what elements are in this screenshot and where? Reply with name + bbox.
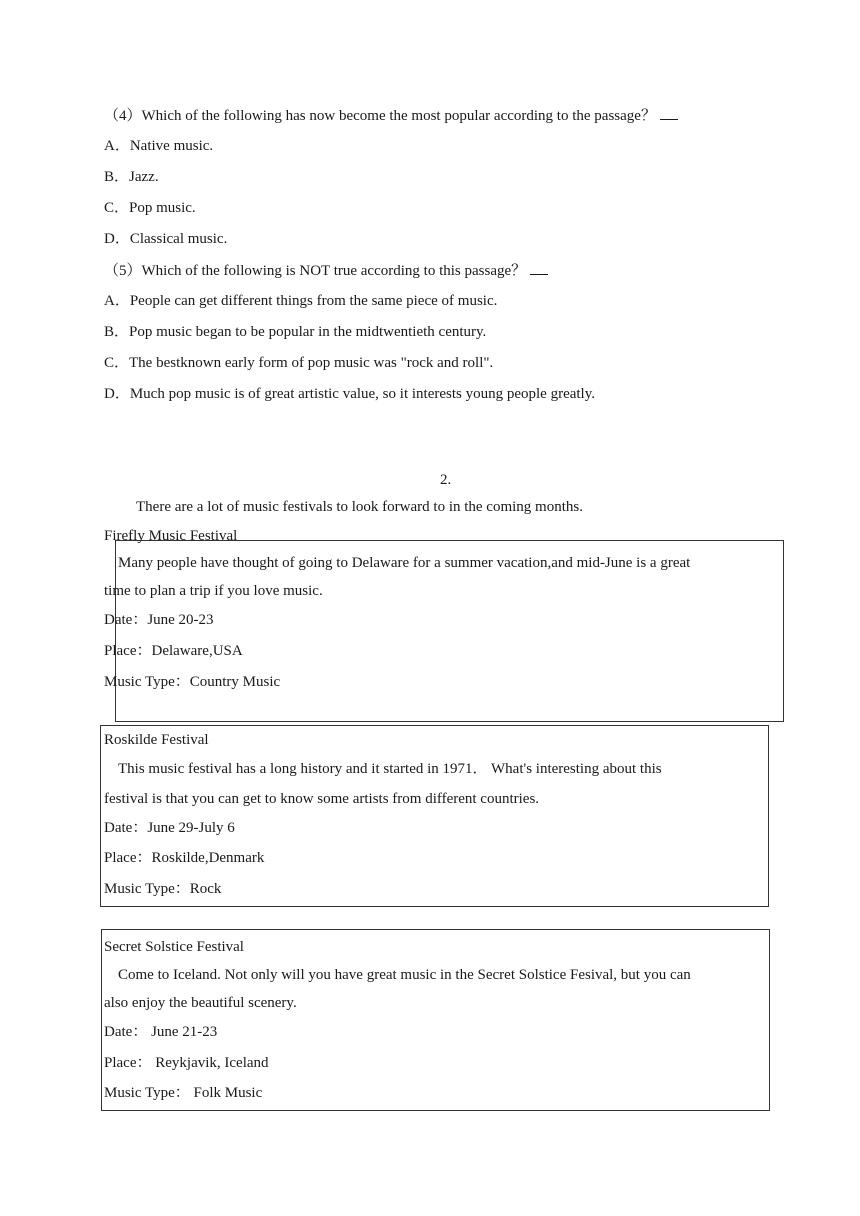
festival-type-roskilde: Music Type：Rock xyxy=(104,881,222,897)
festival-desc-secret-solstice-2: also enjoy the beautiful scenery. xyxy=(104,995,297,1011)
festival-place-roskilde: Place：Roskilde,Denmark xyxy=(104,850,265,866)
answer-blank-5[interactable] xyxy=(530,260,548,275)
festival-desc-roskilde-1: This music festival has a long history and it started in 1971． What's interesting about this xyxy=(118,761,662,777)
question-5-line xyxy=(104,260,548,281)
section-intro: There are a lot of music festivals to look forward to in the coming months. xyxy=(136,499,583,515)
festival-place-firefly: Place：Delaware,USA xyxy=(104,643,243,659)
festival-name-firefly: Firefly Music Festival xyxy=(104,528,238,544)
q4-option-a: A．Native music. xyxy=(104,138,214,154)
festival-place-secret-solstice: Place： Reykjavik, Iceland xyxy=(104,1055,269,1071)
festival-desc-firefly-1: Many people have thought of going to Delaware for a summer vacation,and mid-June is a great xyxy=(118,555,691,571)
q5-option-a: A．People can get different things from the same piece of music. xyxy=(104,293,498,309)
festival-type-secret-solstice: Music Type： Folk Music xyxy=(104,1085,263,1101)
festival-date-firefly: Date：June 20-23 xyxy=(104,612,214,628)
q4-option-b: B．Jazz. xyxy=(104,169,159,185)
festival-date-secret-solstice: Date： June 21-23 xyxy=(104,1024,218,1040)
festival-desc-firefly-2: time to plan a trip if you love music. xyxy=(104,583,323,599)
festival-name-roskilde: Roskilde Festival xyxy=(104,732,209,748)
q5-option-d: D．Much pop music is of great artistic value, so it interests young people greatly. xyxy=(104,386,596,402)
festival-date-roskilde: Date：June 29-July 6 xyxy=(104,820,235,836)
festival-name-secret-solstice: Secret Solstice Festival xyxy=(104,939,244,955)
q4-option-c: C．Pop music. xyxy=(104,200,196,216)
question-5-stem: （5）Which of the following is NOT true according to this passage？ xyxy=(104,263,527,279)
festival-type-firefly: Music Type：Country Music xyxy=(104,674,281,690)
question-4-line xyxy=(104,105,678,126)
festival-desc-roskilde-2: festival is that you can get to know some artists from different countries. xyxy=(104,791,540,807)
q4-option-d: D．Classical music. xyxy=(104,231,228,247)
q5-option-c: C．The bestknown early form of pop music was "rock and roll". xyxy=(104,355,494,371)
festival-desc-secret-solstice-1: Come to Iceland. Not only will you have great music in the Secret Solstice Fesival, but you can xyxy=(118,967,691,983)
q5-option-b: B．Pop music began to be popular in the midtwentieth century. xyxy=(104,324,487,340)
answer-blank-4[interactable] xyxy=(660,105,678,120)
question-4-stem: （4）Which of the following has now become the most popular according to the passage？ xyxy=(104,108,656,124)
section-number: 2. xyxy=(440,472,452,488)
